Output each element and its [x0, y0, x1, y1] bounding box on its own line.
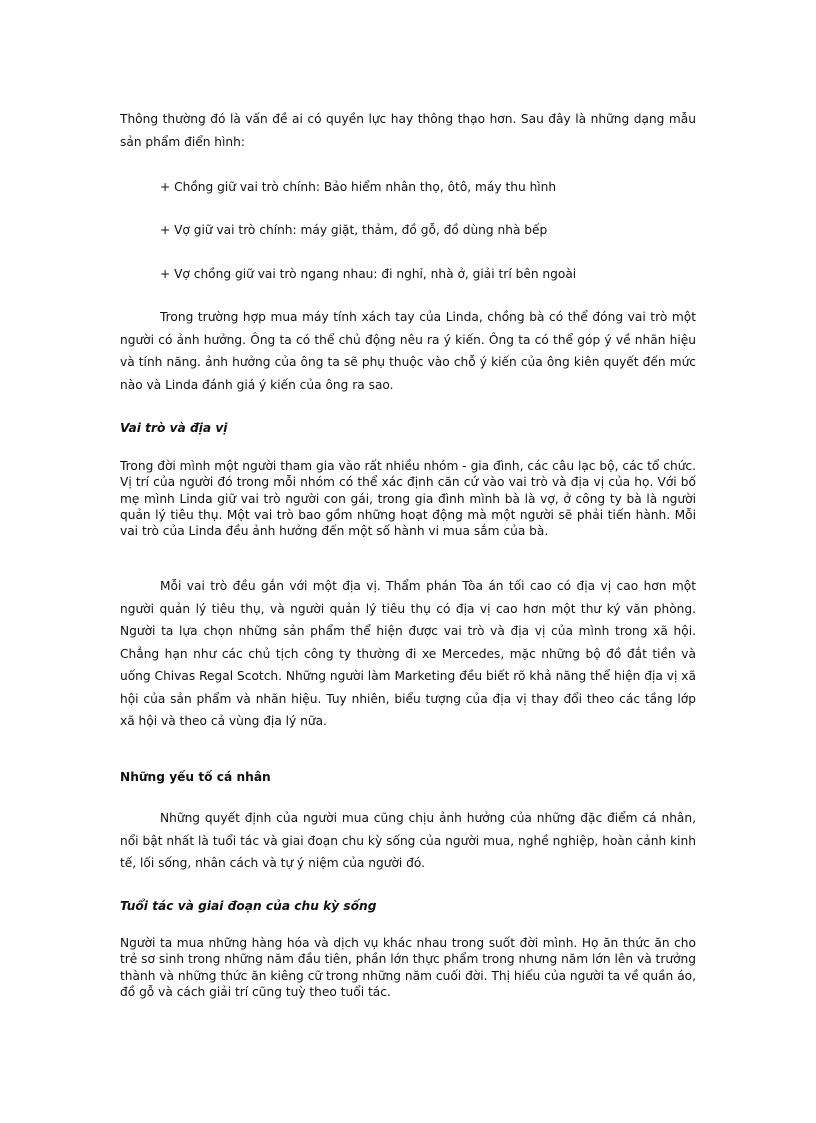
heading-personal-factors: Những yếu tố cá nhân — [120, 770, 271, 784]
list-item-wife: + Vợ giữ vai trò chính: máy giặt, thảm, đồ gỗ, đồ dùng nhà bếp — [160, 223, 548, 237]
intro-paragraph: Thông thường đó là vấn đề ai có quyền lực hay thông thạo hơn. Sau đây là những dạng mẫu sản phẩm điển hình: — [120, 112, 696, 149]
roles-paragraph: Trong đời mình một người tham gia vào rất nhiều nhóm - gia đình, các câu lạc bộ, các tổ chức. Vị trí của người đó trong mỗi nhóm có thể xác định căn cứ vào vai trò và địa vị của họ. Với bố mẹ mình Linda giữ vai trò người con gái, trong gia đình mình bà là vợ, ở công ty bà là người quản lý tiêu thụ. Một vai trò bao gồm những hoạt động mà một người sẽ phải tiến hành. Mỗi vai trò của Linda đều ảnh hưởng đến một số hành vi mua sắm của bà. — [120, 459, 696, 539]
status-paragraph: Mỗi vai trò đều gắn với một địa vị. Thẩm phán Tòa án tối cao có địa vị cao hơn một người quản lý tiêu thụ, và người quản lý tiêu thụ có địa vị cao hơn một thư ký văn phòng. Người ta lựa chọn những sản phẩm thể hiện được vai trò và địa vị của mình trong xã hội. Chẳng hạn như các chủ tịch công ty thường đi xe Mercedes, mặc những bộ đồ đắt tiền và uống Chivas Regal Scotch. Những người làm Marketing đều biết rõ khả năng thể hiện địa vị xã hội của sản phẩm và nhãn hiệu. Tuy nhiên, biểu tượng của địa vị thay đổi theo các tầng lớp xã hội và theo cả vùng địa lý nữa. — [120, 579, 696, 728]
linda-laptop-paragraph: Trong trường hợp mua máy tính xách tay của Linda, chồng bà có thể đóng vai trò một người có ảnh hưởng. Ông ta có thể chủ động nêu ra ý kiến. Ông ta có thể góp ý về nhãn hiệu và tính năng. ảnh hưởng của ông ta sẽ phụ thuộc vào chỗ ý kiến của ông kiên quyết đến mức nào và Linda đánh giá ý kiến của ông ra sao. — [120, 310, 696, 392]
list-item-husband: + Chồng giữ vai trò chính: Bảo hiểm nhân thọ, ôtô, máy thu hình — [160, 180, 557, 194]
personal-factors-paragraph: Những quyết định của người mua cũng chịu ảnh hưởng của những đặc điểm cá nhân, nổi bật nhất là tuổi tác và giai đoạn chu kỳ sống của người mua, nghề nghiệp, hoàn cảnh kinh tế, lối sống, nhân cách và tự ý niệm của người đó. — [120, 811, 696, 870]
age-paragraph: Người ta mua những hàng hóa và dịch vụ khác nhau trong suốt đời mình. Họ ăn thức ăn cho trẻ sơ sinh trong những năm đầu tiên, phần lớn thực phẩm trong nhưng năm lớn lên và trưởng thành và những thức ăn kiêng cữ trong những năm cuối đời. Thị hiếu của người ta về quần áo, đồ gỗ và cách giải trí cũng tuỳ theo tuổi tác. — [120, 936, 696, 999]
heading-age-lifecycle: Tuổi tác và giai đoạn của chu kỳ sống — [120, 899, 377, 913]
list-item-both: + Vợ chồng giữ vai trò ngang nhau: đi nghỉ, nhà ở, giải trí bên ngoài — [160, 267, 577, 281]
heading-roles-status: Vai trò và địa vị — [120, 421, 228, 435]
